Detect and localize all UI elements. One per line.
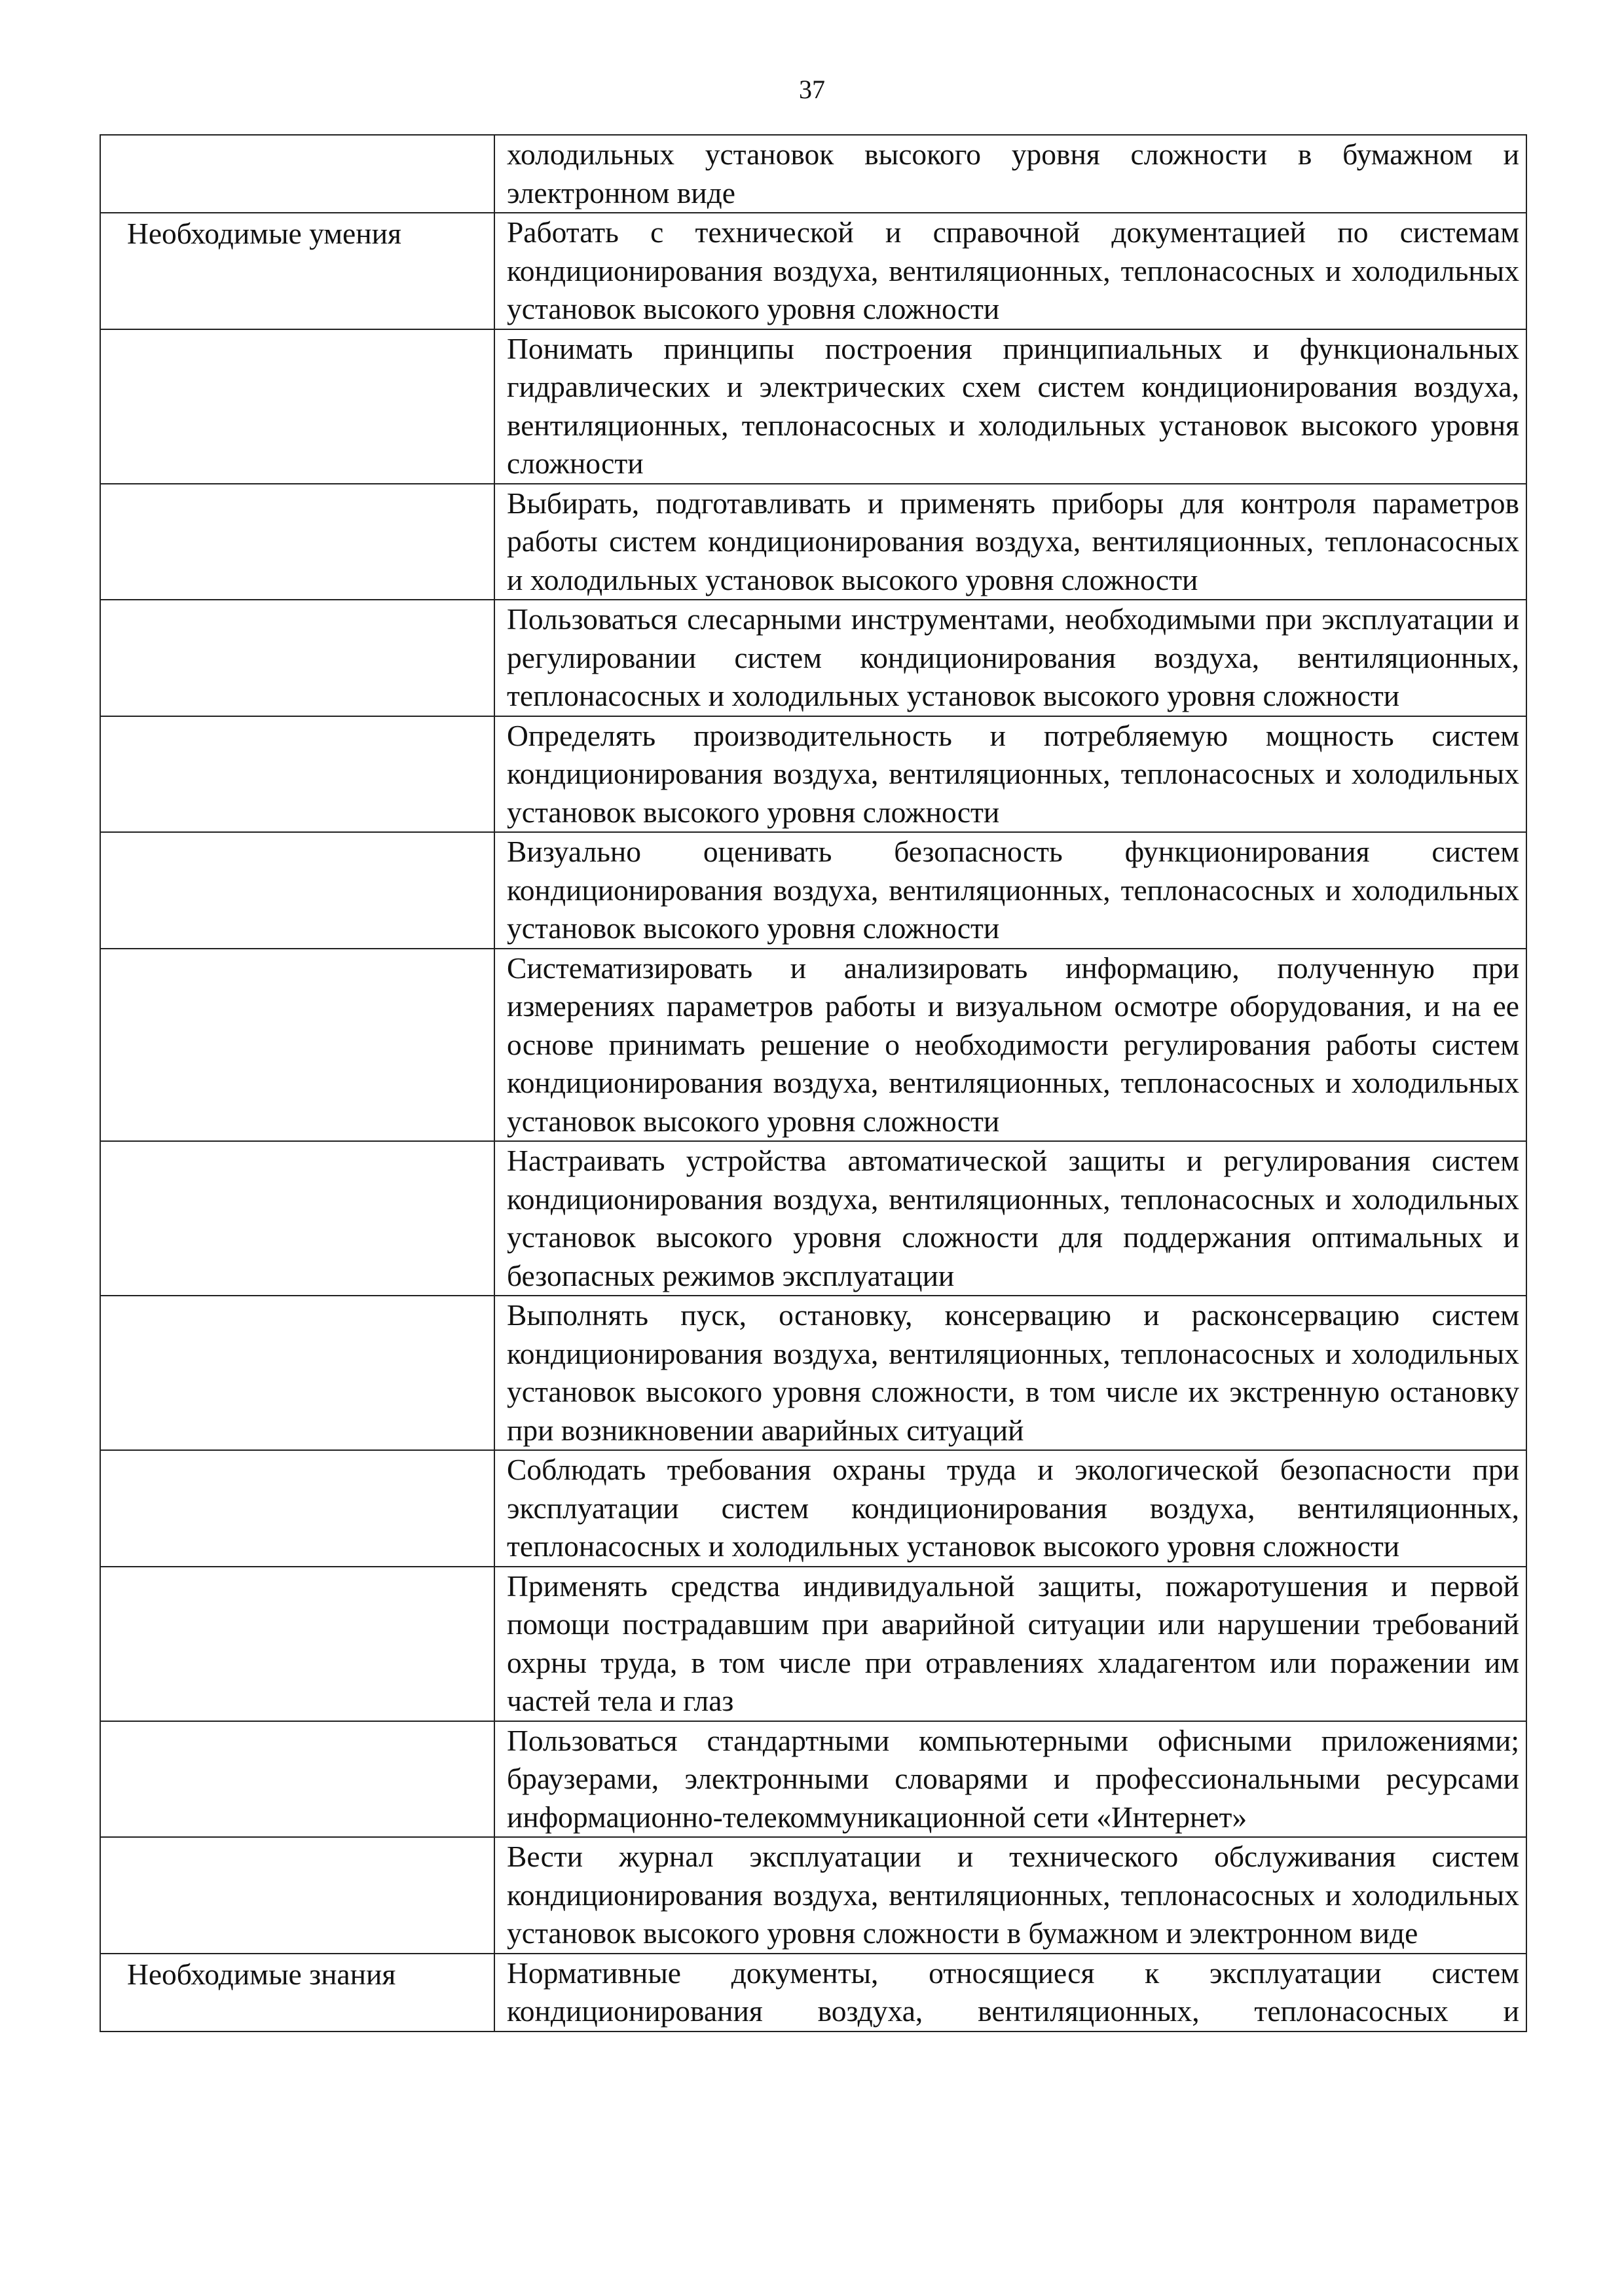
- table-row: [100, 716, 1526, 833]
- row-label: [100, 1141, 494, 1296]
- row-label: [100, 1837, 494, 1954]
- table-row: [100, 135, 1526, 213]
- table-row: [100, 484, 1526, 600]
- table-row: [100, 1296, 1526, 1450]
- row-text-content: Применять средства индивидуальной защиты, пожаротушения и первой помощи пострадавшим при аварийной ситуации или нарушении требований охрны труда, в том числе при отравлениях хладагентом или поражении им частей тела и глаз: [507, 1569, 1519, 1717]
- row-label: [100, 135, 494, 213]
- table-row: [100, 1837, 1526, 1954]
- row-text-content: Выполнять пуск, остановку, консервацию и расконсервацию систем кондиционирования воздуха, вентиляционных, теплонасосных и холодильных установок высокого уровня сложности, в том числе их экстренную остановку при возникновении аварийных ситуаций: [507, 1298, 1519, 1447]
- row-label: [100, 716, 494, 833]
- table-row: [100, 329, 1526, 484]
- row-label: [100, 1721, 494, 1838]
- row-text-content: Понимать принципы построения принципиальных и функциональных гидравлических и электрических схем систем кондиционирования воздуха, вентиляционных, теплонасосных и холодильных установок высокого уровня сложности: [507, 331, 1519, 480]
- row-text-content: Работать с технической и справочной документацией по системам кондиционирования воздуха, вентиляционных, теплонасосных и холодильных установок высокого уровня сложности: [507, 215, 1519, 325]
- table-row: [100, 1567, 1526, 1721]
- row-label: [100, 484, 494, 600]
- table-row: [100, 1450, 1526, 1567]
- table-row: [100, 213, 1526, 329]
- row-text: [494, 1141, 1526, 1296]
- row-label: [100, 1567, 494, 1721]
- row-text-content: Определять производительность и потребляемую мощность систем кондиционирования воздуха, вентиляционных, теплонасосных и холодильных установок высокого уровня сложности: [507, 718, 1519, 829]
- row-text-content: Пользоваться стандартными компьютерными офисными приложениями; браузерами, электронными словарями и профессиональными ресурсами информационно-телекоммуникационной сети «Интернет»: [507, 1723, 1519, 1834]
- row-text-content: Настраивать устройства автоматической защиты и регулирования систем кондиционирования воздуха, вентиляционных, теплонасосных и холодильных установок высокого уровня сложности для поддержания оптимальных и безопасных режимов эксплуатации: [507, 1144, 1519, 1292]
- row-label: [100, 600, 494, 716]
- row-text-content: Нормативные документы, относящиеся к эксплуатации систем кондиционирования воздуха, вентиляционных, теплонасосных и: [507, 1956, 1519, 2028]
- row-text-content: Пользоваться слесарными инструментами, необходимыми при эксплуатации и регулировании систем кондиционирования воздуха, вентиляционных, теплонасосных и холодильных установок высокого уровня сложности: [507, 602, 1519, 712]
- row-text: [494, 213, 1526, 329]
- row-label: Необходимые знания: [100, 1954, 494, 2032]
- row-text: [494, 484, 1526, 600]
- page-number: 37: [799, 75, 825, 104]
- row-text: [494, 949, 1526, 1142]
- row-text: [494, 600, 1526, 716]
- row-text: [494, 1721, 1526, 1838]
- row-text-content: Выбирать, подготавливать и применять приборы для контроля параметров работы систем кондиционирования воздуха, вентиляционных, теплонасосных и холодильных установок высокого уровня сложности: [507, 486, 1519, 596]
- table-row: [100, 600, 1526, 716]
- row-text: [494, 329, 1526, 484]
- row-label: Необходимые умения: [100, 213, 494, 329]
- requirements-table: [100, 134, 1527, 2032]
- table-row: [100, 832, 1526, 949]
- row-text-content: Систематизировать и анализировать информацию, полученную при измерениях параметров работы и визуальном осмотре оборудования, и на ее основе принимать решение о необходимости регулирования работы систем кондиционирования воздуха, вентиляционных, теплонасосных и холодильных установок высокого уровня сложности: [507, 951, 1519, 1138]
- row-label: [100, 832, 494, 949]
- row-label: [100, 329, 494, 484]
- row-text: [494, 1567, 1526, 1721]
- row-text: [494, 1296, 1526, 1450]
- row-text: [494, 1954, 1526, 2032]
- row-label: [100, 1450, 494, 1567]
- row-label: [100, 1296, 494, 1450]
- row-label: [100, 949, 494, 1142]
- row-text-content: Вести журнал эксплуатации и технического обслуживания систем кондиционирования воздуха, вентиляционных, теплонасосных и холодильных установок высокого уровня сложности в бумажном и электронном виде: [507, 1840, 1519, 1950]
- row-text: [494, 832, 1526, 949]
- row-text: [494, 1837, 1526, 1954]
- table-row: [100, 1721, 1526, 1838]
- row-text-content: Визуально оценивать безопасность функционирования систем кондиционирования воздуха, вентиляционных, теплонасосных и холодильных установок высокого уровня сложности: [507, 835, 1519, 945]
- row-text-content: холодильных установок высокого уровня сложности в бумажном и электронном виде: [507, 137, 1519, 210]
- row-text: [494, 135, 1526, 213]
- row-text-content: Соблюдать требования охраны труда и экологической безопасности при эксплуатации систем кондиционирования воздуха, вентиляционных, теплонасосных и холодильных установок высокого уровня сложности: [507, 1453, 1519, 1563]
- row-text: [494, 1450, 1526, 1567]
- table-row: [100, 1954, 1526, 2032]
- table-row: [100, 1141, 1526, 1296]
- table-row: [100, 949, 1526, 1142]
- row-text: [494, 716, 1526, 833]
